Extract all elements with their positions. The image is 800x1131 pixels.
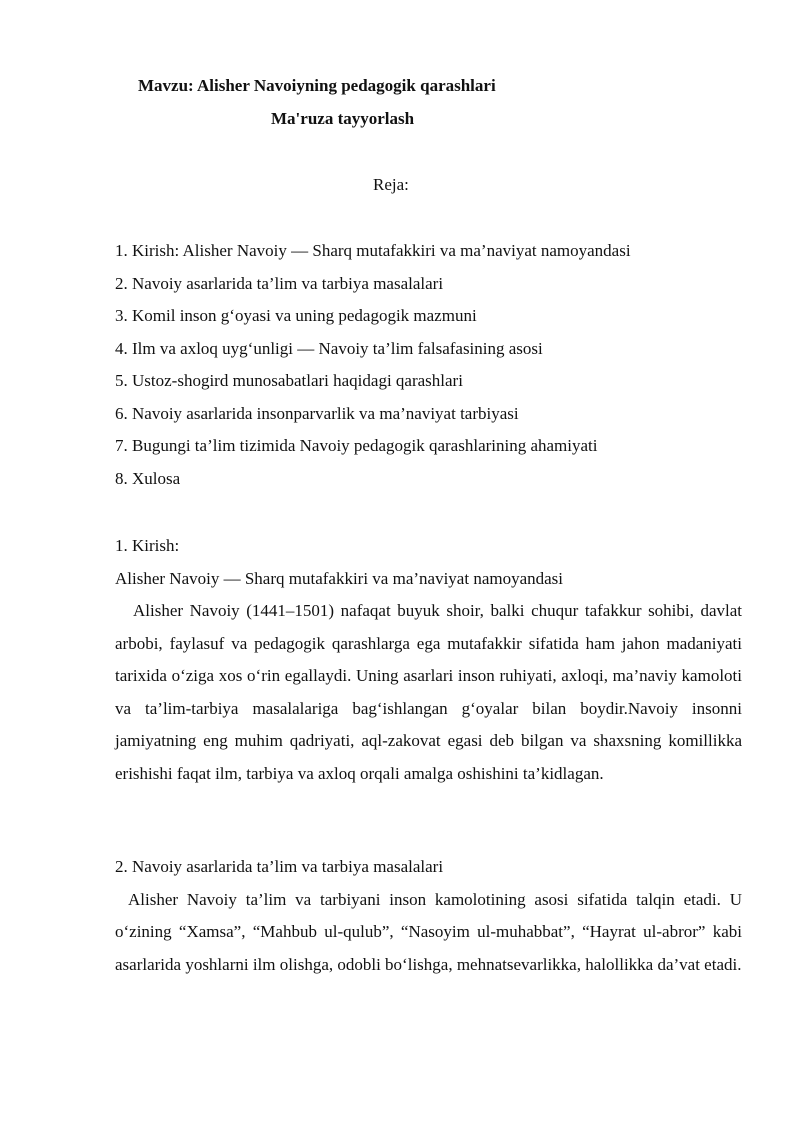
plan-item: 4. Ilm va axloq uyg‘unligi — Navoiy ta’lim falsafasining asosi [115, 338, 543, 358]
section-paragraph: Alisher Navoiy (1441–1501) nafaqat buyuk shoir, balki chuqur tafakkur sohibi, davlat arbobi, faylasuf va pedagogik qarashlarga ega mutafakkir sifatida ham jahon madaniyati tarixida o‘ziga xos o‘rin egallaydi. Uning asarlari inson ruhiyati, axloqi, ma’naviy kamoloti va ta’lim-tarbiya masalalariga bag‘ishlangan g‘oyalar bilan boydir.Navoiy insonni jamiyatning eng muhim qadriyati, aql-zakovat egasi deb bilgan va shaxsning komillikka erishishi faqat ilm, tarbiya va axloq orqali amalga oshishini ta’kidlagan. [115, 601, 742, 783]
plan-item: 6. Navoiy asarlarida insonparvarlik va ma’naviyat tarbiyasi [115, 403, 519, 423]
document-subtitle: Ma'ruza tayyorlash [271, 109, 415, 128]
plan-item: 2. Navoiy asarlarida ta’lim va tarbiya masalalari [115, 273, 444, 293]
plan-item: 8. Xulosa [115, 468, 181, 488]
section-subheading: Alisher Navoiy — Sharq mutafakkiri va ma’naviyat namoyandasi [115, 568, 564, 588]
plan-item: 5. Ustoz-shogird munosabatlari haqidagi qarashlari [115, 371, 463, 390]
document-title: Mavzu: Alisher Navoiyning pedagogik qarashlari [138, 76, 496, 95]
plan-list [115, 238, 631, 498]
plan-item: 1. Kirish: Alisher Navoiy — Sharq mutafakkiri va ma’naviyat namoyandasi [115, 241, 631, 260]
plan-item: 7. Bugungi ta’lim tizimida Navoiy pedagogik qarashlarining ahamiyati [115, 436, 598, 455]
section-introduction [115, 530, 742, 790]
section-heading: 1. Kirish: [115, 536, 180, 555]
plan-heading: Reja: [373, 175, 409, 194]
plan-item: 3. Komil inson g‘oyasi va uning pedagogik mazmuni [115, 306, 477, 325]
section-heading: 2. Navoiy asarlarida ta’lim va tarbiya masalalari [115, 857, 444, 876]
section-paragraph: Alisher Navoiy ta’lim va tarbiyani inson kamolotining asosi sifatida talqin etadi. U o‘zining “Xamsa”, “Mahbub ul-qulub”, “Nasoyim ul-muhabbat”, “Hayrat ul-abror” kabi asarlarida yoshlarni ilm olishga, odobli bo‘lishga, mehnatsevarlikka, halollikka da’vat etadi. [115, 889, 742, 974]
section-education-topics [115, 851, 742, 981]
